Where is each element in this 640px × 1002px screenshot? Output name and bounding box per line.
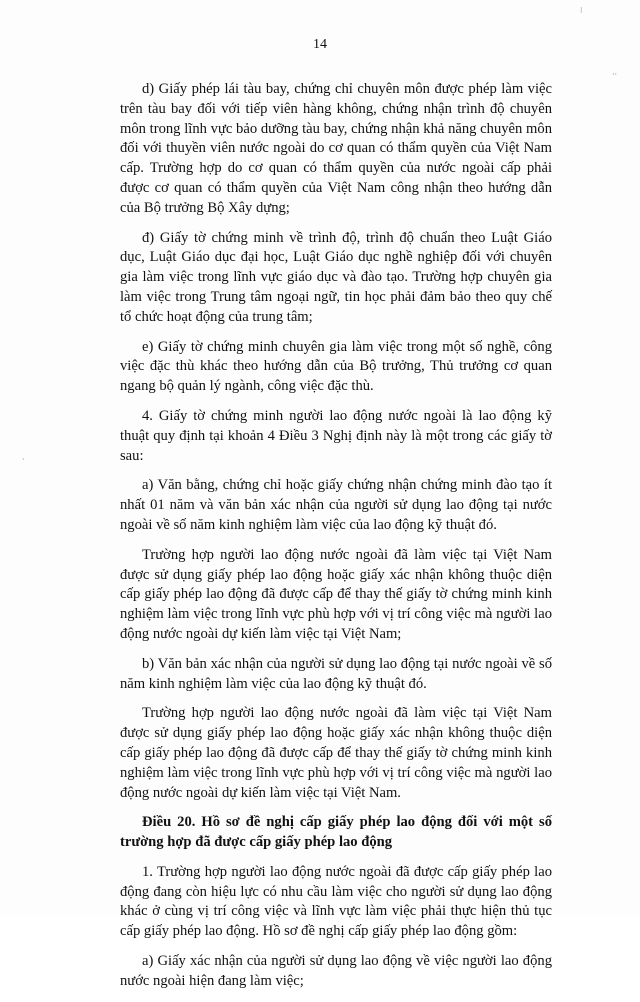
scan-mark-right: ·· <box>612 70 618 79</box>
page-number: 14 <box>313 37 327 52</box>
article-20-paragraph-a: a) Giấy xác nhận của người sử dụng lao động về việc người lao động nước ngoài hiện đang làm việc; <box>120 953 552 989</box>
scan-mark-left: · <box>22 455 25 464</box>
paragraph-dd-education-credentials: đ) Giấy tờ chứng minh về trình độ, trình độ chuẩn theo Luật Giáo dục, Luật Giáo dục đại học, Luật Giáo dục nghề nghiệp đối với chuyên gia làm việc trong lĩnh vực giáo dục và đào tạo. Trường hợp chuyên gia làm việc trong Trung tâm ngoại ngữ, tin học phải đảm bảo theo quy chế tổ chức hoạt động của trung tâm; <box>120 229 552 325</box>
document-body <box>120 80 552 1002</box>
article-20-heading: Điều 20. Hồ sơ đề nghị cấp giấy phép lao động đối với một số trường hợp đã được cấp giấy phép lao động <box>120 814 552 851</box>
paragraph-a-diploma: a) Văn bằng, chứng chỉ hoặc giấy chứng nhận chứng minh đào tạo ít nhất 01 năm và văn bản xác nhận của người sử dụng lao động tại nước ngoài về số năm kinh nghiệm làm việc của lao động kỹ thuật đó. <box>120 477 552 533</box>
article-20-paragraph-1: 1. Trường hợp người lao động nước ngoài đã được cấp giấy phép lao động đang còn hiệu lực có nhu cầu làm việc cho người sử dụng lao động khác ở cùng vị trí công việc và lĩnh vực làm việc phải thực hiện thủ tục cấp giấy phép lao động. Hồ sơ đề nghị cấp giấy phép lao động gồm: <box>120 863 552 940</box>
paragraph-b-employer-confirmation: b) Văn bản xác nhận của người sử dụng lao động tại nước ngoài về số năm kinh nghiệm làm việc của lao động kỹ thuật đó. <box>120 655 552 692</box>
paragraph-case-previous-work-2: Trường hợp người lao động nước ngoài đã làm việc tại Việt Nam được sử dụng giấy phép lao động hoặc giấy xác nhận không thuộc diện cấp giấy phép lao động đã được cấp để thay thế giấy tờ chứng minh kinh nghiệm làm việc trong lĩnh vực phù hợp với vị trí công việc mà người lao động nước ngoài dự kiến làm việc tại Việt Nam. <box>120 705 552 801</box>
paragraph-d-pilot-license: d) Giấy phép lái tàu bay, chứng chỉ chuyên môn được phép làm việc trên tàu bay đối với tiếp viên hàng không, chứng nhận trình độ chuyên môn trong lĩnh vực bảo dưỡng tàu bay, chứng nhận khả năng chuyên môn đối với thuyền viên nước ngoài do cơ quan có thẩm quyền của Việt Nam cấp. Trường hợp do cơ quan có thẩm quyền của nước ngoài cấp phải được cơ quan có thẩm quyền của Việt Nam công nhận theo hướng dẫn của Bộ trưởng Bộ Xây dựng; <box>120 81 552 216</box>
scan-mark-top: ⁝ <box>580 6 583 15</box>
paragraph-case-previous-work-1: Trường hợp người lao động nước ngoài đã làm việc tại Việt Nam được sử dụng giấy phép lao động hoặc giấy xác nhận không thuộc diện cấp giấy phép lao động đã được cấp để thay thế giấy tờ chứng minh kinh nghiệm làm việc trong lĩnh vực phù hợp với vị trí công việc mà người lao động nước ngoài dự kiến làm việc tại Việt Nam; <box>120 546 552 642</box>
paragraph-e-special-occupations: e) Giấy tờ chứng minh chuyên gia làm việc trong một số nghề, công việc đặc thù khác theo hướng dẫn của Bộ trưởng, Thủ trưởng cơ quan ngang bộ quản lý ngành, công việc đặc thù. <box>120 338 552 395</box>
paragraph-4-technical-worker: 4. Giấy tờ chứng minh người lao động nước ngoài là lao động kỹ thuật quy định tại khoản 4 Điều 3 Nghị định này là một trong các giấy tờ sau: <box>120 407 552 464</box>
